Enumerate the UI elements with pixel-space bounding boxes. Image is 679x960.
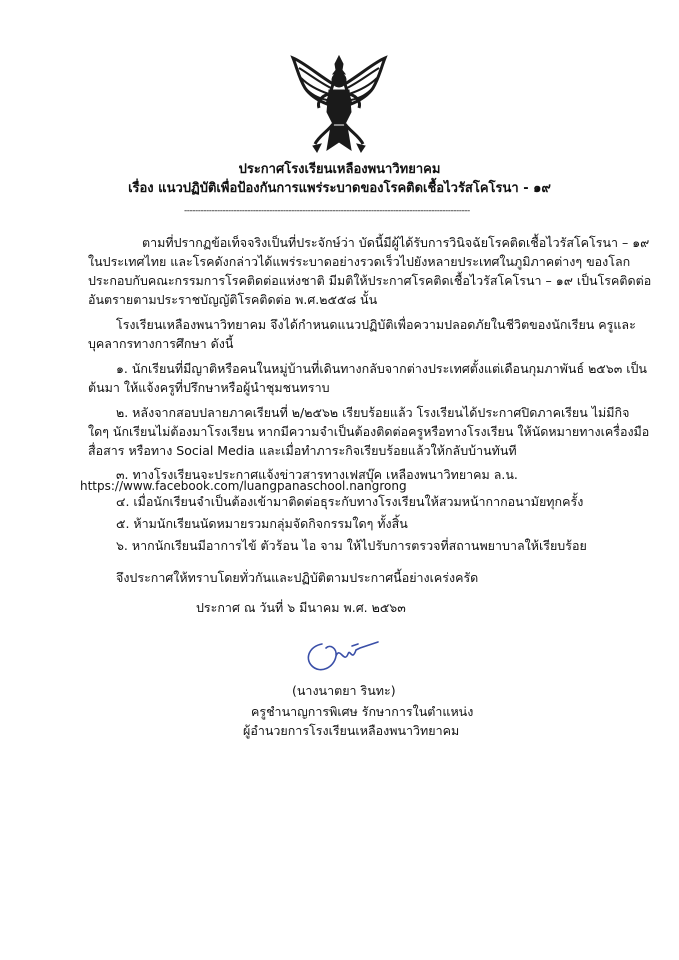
intro-line-2: ในประเทศไทย และโรคดังกล่าวได้แพร่ระบาดอย่างรวดเร็วไปยังหลายประเทศในภูมิภาคต่างๆ ของโลก (88, 254, 631, 269)
item-5: ๕. ห้ามนักเรียนนัดหมายรวมกลุ่มจัดกิจกรรมใดๆ ทั้งสิ้น (116, 516, 408, 531)
announcement-title: ประกาศโรงเรียนเหลืองพนาวิทยาคม (238, 162, 441, 177)
garuda-emblem-icon (287, 54, 391, 158)
signer-position-1: ครูชำนาญการพิเศษ รักษาการในตำแหน่ง (251, 704, 474, 719)
para2-line-1: โรงเรียนเหลืองพนาวิทยาคม จึงได้กำหนดแนวปฏิบัติเพื่อความปลอดภัยในชีวิตของนักเรียน ครูและ (116, 317, 636, 332)
facebook-url: https://www.facebook.com/luangpanaschool.nangrong (80, 479, 407, 493)
signer-name: (นางนาตยา รินทะ) (292, 683, 396, 698)
intro-line-4: อันตรายตามประราชบัญญัติโรคติดต่อ พ.ศ.๒๕๕๘ นั้น (88, 292, 378, 307)
item-1-line-2: ต้นมา ให้แจ้งครูที่ปรึกษาหรือผู้นำชุมชนทราบ (88, 380, 330, 395)
intro-line-3: ประกอบกับคณะกรรมการโรคติดต่อแห่งชาติ มีมติให้ประกาศโรคติดเชื้อไวรัสโคโรนา – ๑๙ เป็นโรคติดต่อ (88, 273, 652, 288)
divider-line: -------------------------------------------------------------------------------------------------------- (184, 206, 470, 216)
closing-text: จึงประกาศให้ทราบโดยทั่วกันและปฏิบัติตามประกาศนี้อย่างเคร่งครัด (116, 570, 479, 585)
item-2-line-3: สื่อสาร หรือทาง Social Media และเมื่อทำภาระกิจเรียบร้อยแล้วให้กลับบ้านทันที (88, 443, 517, 458)
item-2-line-2: ใดๆ นักเรียนไม่ต้องมาโรงเรียน หากมีความจำเป็นต้องติดต่อครูหรือทางโรงเรียน ให้นัดหมายทางเครื่องมือ (88, 424, 650, 439)
item-4: ๔. เมื่อนักเรียนจำเป็นต้องเข้ามาติดต่อธุระกับทางโรงเรียนให้สวมหน้ากากอนามัยทุกครั้ง (116, 494, 584, 509)
signer-position-2: ผู้อำนวยการโรงเรียนเหลืองพนาวิทยาคม (243, 723, 460, 738)
intro-line-1: ตามที่ปรากฏข้อเท็จจริงเป็นที่ประจักษ์ว่า บัดนี้มีผู้ได้รับการวินิจฉัยโรคติดเชื้อไวรัสโคโรนา – ๑๙ (142, 235, 650, 250)
item-3-line-1: ๓. ทางโรงเรียนจะประกาศแจ้งข่าวสารทางเฟสบุ๊ค เหลืองพนาวิทยาคม ล.น. (116, 467, 518, 482)
handwritten-signature-icon (300, 634, 382, 676)
item-1-line-1: ๑. นักเรียนที่มีญาติหรือคนในหมู่บ้านที่เดินทางกลับจากต่างประเทศตั้งแต่เดือนกุมภาพันธ์ ๒๕๖๓ เป็น (116, 361, 647, 376)
item-2-line-1: ๒. หลังจากสอบปลายภาคเรียนที่ ๒/๒๕๖๒ เรียบร้อยแล้ว โรงเรียนได้ประกาศปิดภาคเรียน ไม่มีกิจ (116, 405, 630, 420)
announcement-date: ประกาศ ณ วันที่ ๖ มีนาคม พ.ศ. ๒๕๖๓ (196, 600, 406, 615)
para2-line-2: บุคลากรทางการศึกษา ดังนี้ (88, 336, 234, 351)
item-6: ๖. หากนักเรียนมีอาการไข้ ตัวร้อน ไอ จาม ให้ไปรับการตรวจที่สถานพยาบาลให้เรียบร้อย (116, 538, 587, 553)
announcement-subject: เรื่อง แนวปฏิบัติเพื่อป้องกันการแพร่ระบาดของโรคติดเชื้อไวรัสโคโรนา - ๑๙ (128, 181, 551, 196)
